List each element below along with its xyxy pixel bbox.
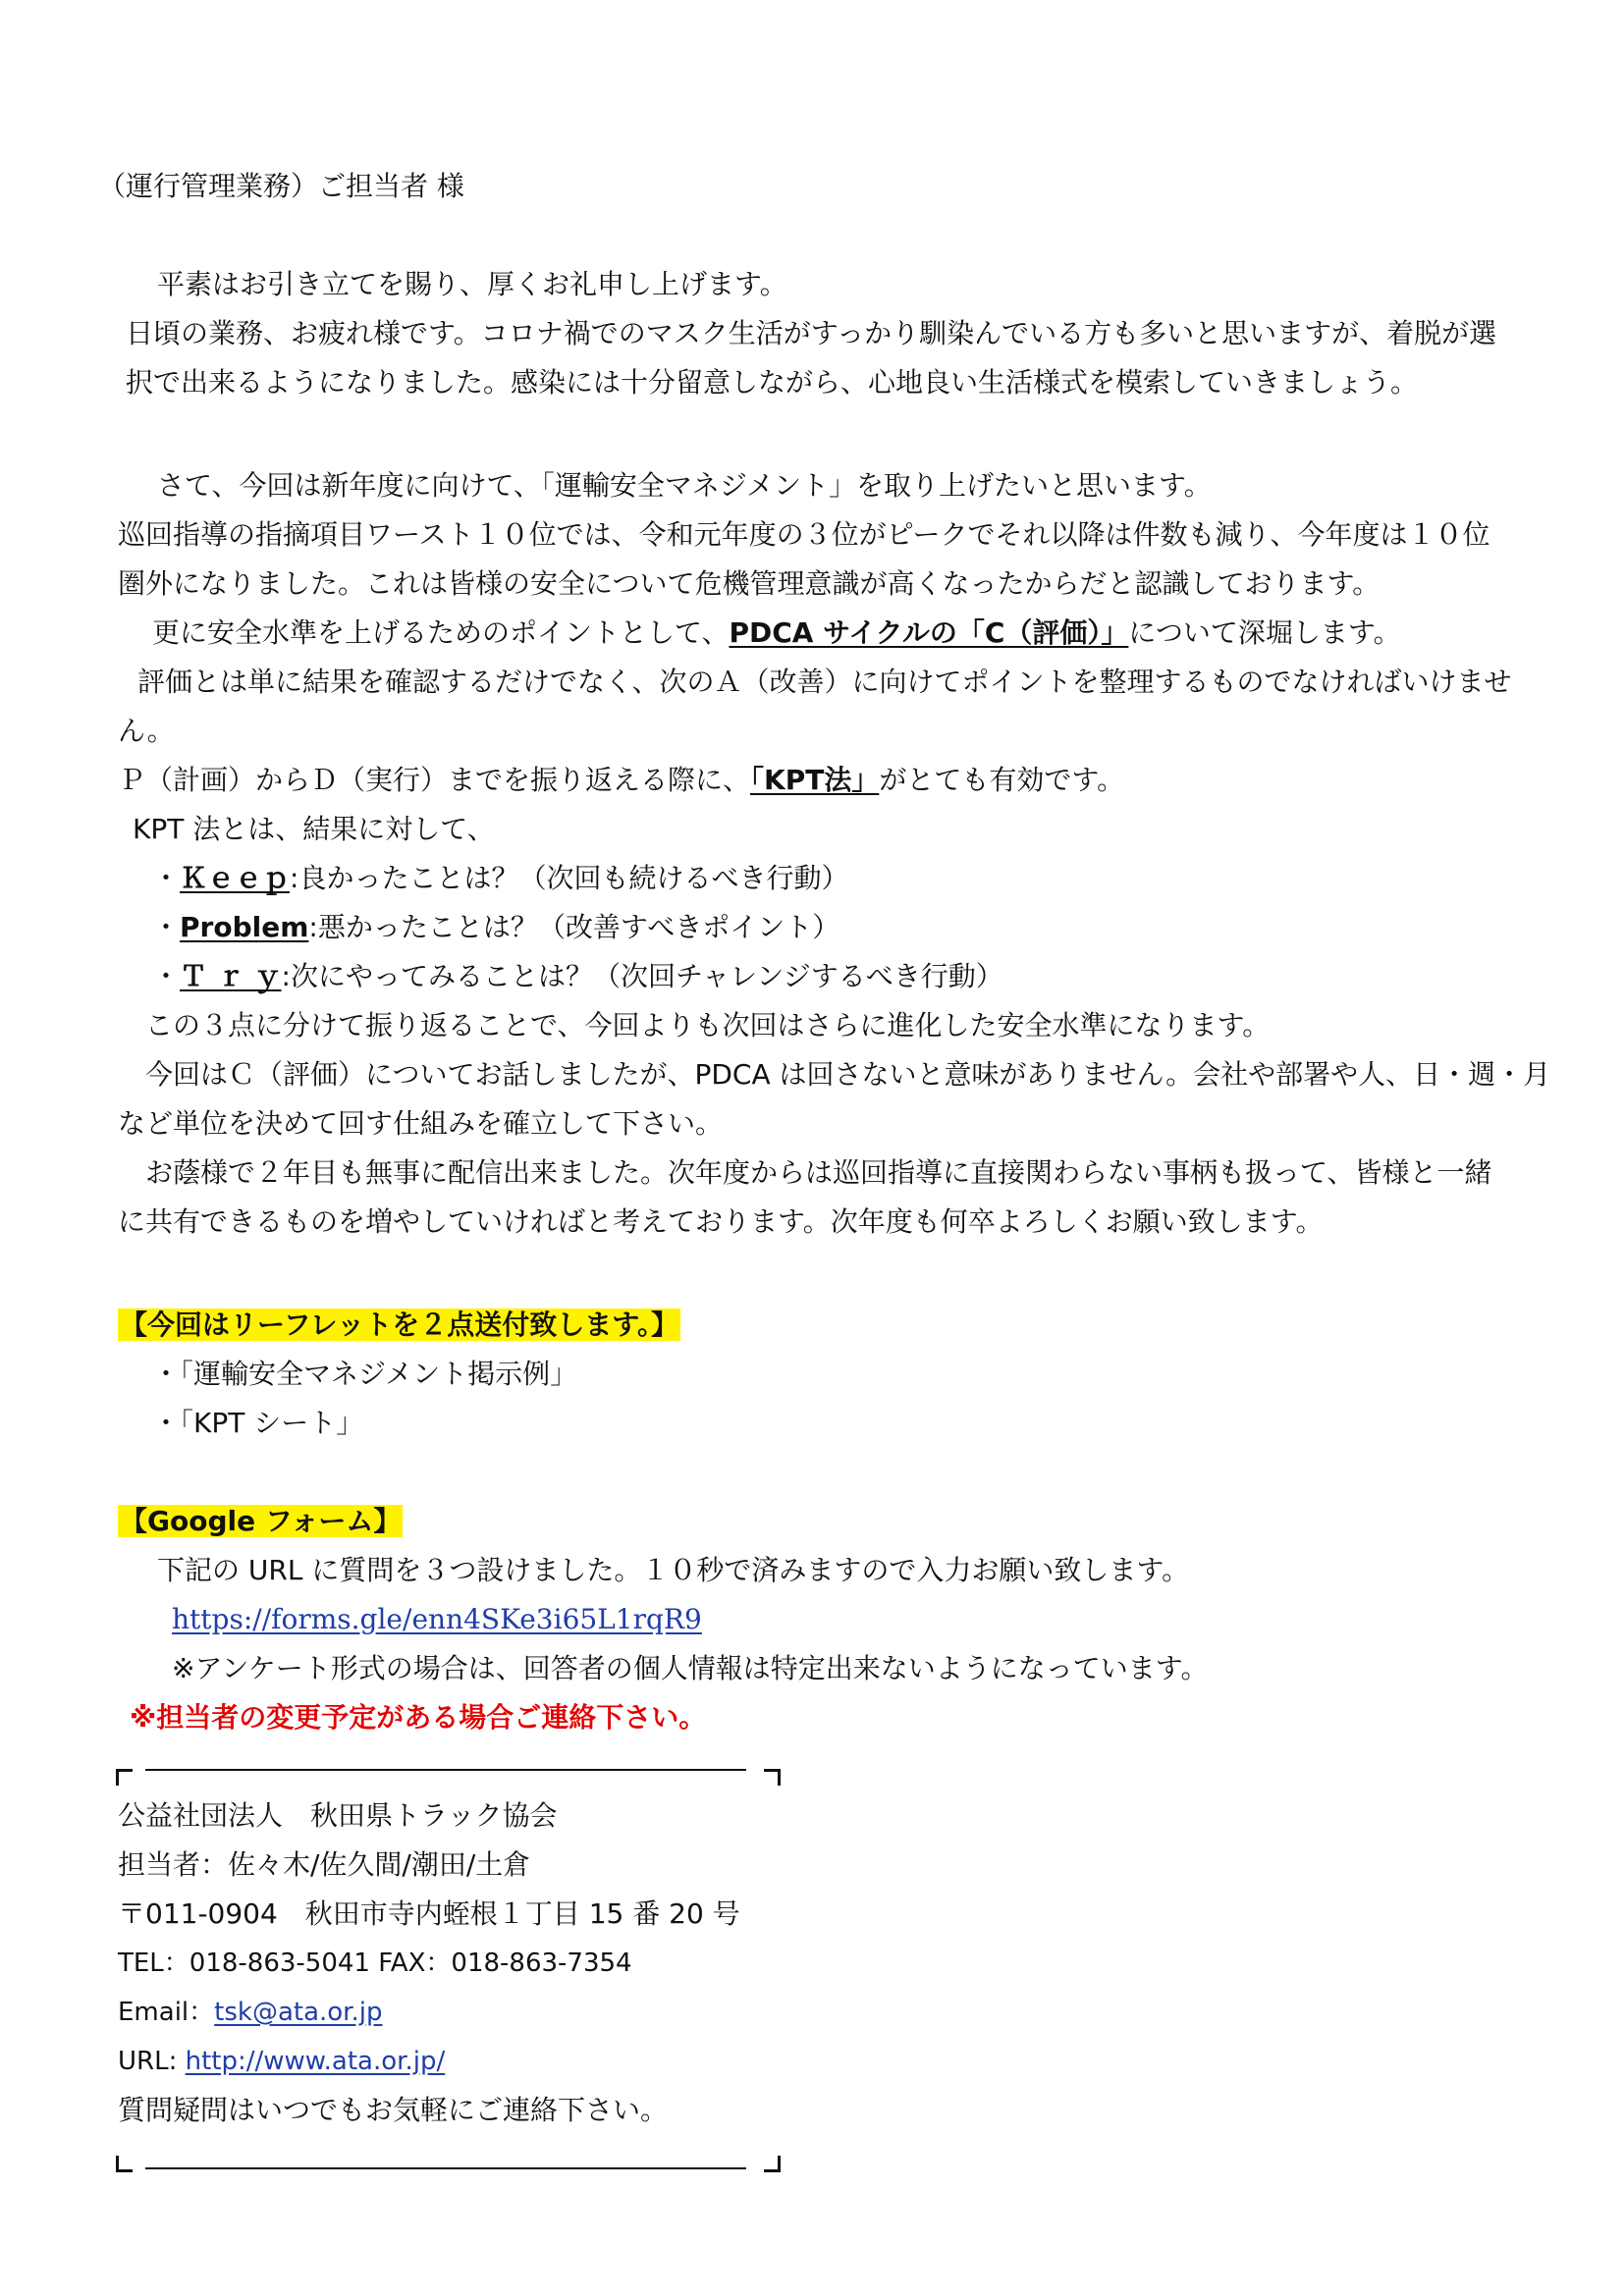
contact-org: 公益社団法人 秋田県トラック協会	[118, 1799, 558, 1832]
form-url-link[interactable]: https://forms.gle/enn4SKe3i65L1rqR9	[172, 1603, 702, 1635]
contact-telfax: TEL：018-863-5041 FAX：018-863-7354	[118, 1949, 632, 1978]
bracket-top-rule	[145, 1769, 746, 1771]
kpt-emphasis: 「KPT法」	[750, 764, 880, 796]
bracket-bottom-left	[116, 2156, 133, 2172]
email-link[interactable]: tsk@ata.or.jp	[214, 1998, 383, 2027]
body-p1: さて、今回は新年度に向けて、「運輸安全マネジメント」を取り上げたいと思います。	[157, 469, 1212, 502]
body-p3	[152, 614, 1401, 653]
pdca-emphasis: PDCA サイクルの「C（評価）」	[729, 616, 1129, 649]
leaflet-item-2: ・「KPT シート」	[152, 1407, 364, 1439]
contact-address: 〒011-0904 秋田市寺内蛭根１丁目 15 番 20 号	[118, 1897, 740, 1930]
kpt-item-problem: ・Problem:悪かったことは？（改善すべきポイント）	[152, 911, 840, 943]
body-p3-post: について深堀します。	[1128, 616, 1401, 649]
body-p3-pre: 更に安全水準を上げるためのポイントとして、	[152, 616, 730, 649]
greeting-line-1: 平素はお引き立てを賜り、厚くお礼申し上げます。	[157, 268, 787, 300]
kpt-term-try: Ｔ ｒ ｙ	[180, 960, 282, 992]
website-link[interactable]: http://www.ata.or.jp/	[185, 2047, 446, 2076]
bracket-bottom-rule	[145, 2167, 746, 2169]
body-p5-pre: Ｐ（計画）からＤ（実行）までを振り返える際に、	[118, 764, 751, 796]
closing-c3a: お蔭様で２年目も無事に配信出来ました。次年度からは巡回指導に直接関わらない事柄も扱って、皆様と一緒	[145, 1156, 1492, 1189]
kpt-item-try: ・Ｔ ｒ ｙ:次にやってみることは？（次回チャレンジするべき行動）	[152, 960, 1003, 992]
closing-c2b: など単位を決めて回す仕組みを確立して下さい。	[118, 1107, 724, 1140]
contact-staff: 担当者：佐々木/佐久間/潮田/土倉	[118, 1848, 531, 1881]
kpt-term-keep: Ｋｅｅｐ	[180, 862, 291, 894]
closing-c1: この３点に分けて振り返ることで、今回よりも次回はさらに進化した安全水準になります。	[145, 1009, 1271, 1041]
contact-url: URL: http://www.ata.or.jp/	[118, 2047, 446, 2076]
salutation: （運行管理業務）ご担当者 様	[98, 170, 464, 202]
bracket-top-right	[764, 1769, 781, 1786]
kpt-item-keep: ・Ｋｅｅｐ:良かったことは？（次回も続けるべき行動）	[152, 862, 849, 894]
greeting-line-3: 択で出来るようになりました。感染には十分留意しながら、心地良い生活様式を模索していきましょう。	[126, 366, 1419, 399]
body-p4a: 評価とは単に結果を確認するだけでなく、次のＡ（改善）に向けてポイントを整理するものでなければいけませ	[137, 666, 1512, 698]
form-warning: ※担当者の変更予定がある場合ご連絡下さい。	[130, 1701, 707, 1734]
bracket-bottom-right	[764, 2156, 781, 2172]
form-heading: 【Google フォーム】	[120, 1505, 402, 1537]
contact-footer: 質問疑問はいつでもお気軽にご連絡下さい。	[118, 2094, 669, 2126]
leaflet-item-1: ・「運輸安全マネジメント掲示例」	[152, 1358, 578, 1390]
greeting-line-2: 日頃の業務、お疲れ様です。コロナ禍でのマスク生活がすっかり馴染んでいる方も多いと思いますが、着脱が選	[126, 317, 1497, 349]
contact-email: Email：tsk@ata.or.jp	[118, 1998, 383, 2027]
bracket-top-left	[116, 1769, 133, 1786]
body-p5	[118, 761, 1124, 800]
body-p2a: 巡回指導の指摘項目ワースト１０位では、令和元年度の３位がピークでそれ以降は件数も減り、今年度は１０位	[118, 518, 1490, 551]
form-intro: 下記の URL に質問を３つ設けました。１０秒で済みますので入力お願い致します。	[157, 1554, 1190, 1586]
leaflet-heading: 【今回はリーフレットを２点送付致します。】	[120, 1308, 678, 1341]
body-p6: KPT 法とは、結果に対して、	[133, 813, 495, 845]
closing-c3b: に共有できるものを増やしていければと考えております。次年度も何卒よろしくお願い致します。	[118, 1205, 1324, 1238]
closing-c2a: 今回はＣ（評価）についてお話しましたが、PDCA は回さないと意味がありません。会社や部署や人、日・週・月	[145, 1058, 1551, 1091]
body-p5-post: がとても有効です。	[879, 764, 1125, 796]
kpt-term-problem: Problem	[180, 911, 309, 943]
form-note: ※アンケート形式の場合は、回答者の個人情報は特定出来ないようになっています。	[172, 1652, 1209, 1684]
body-p4b: ん。	[118, 715, 175, 747]
body-p2b: 圏外になりました。これは皆様の安全について危機管理意識が高くなったからだと認識しております。	[118, 567, 1380, 600]
